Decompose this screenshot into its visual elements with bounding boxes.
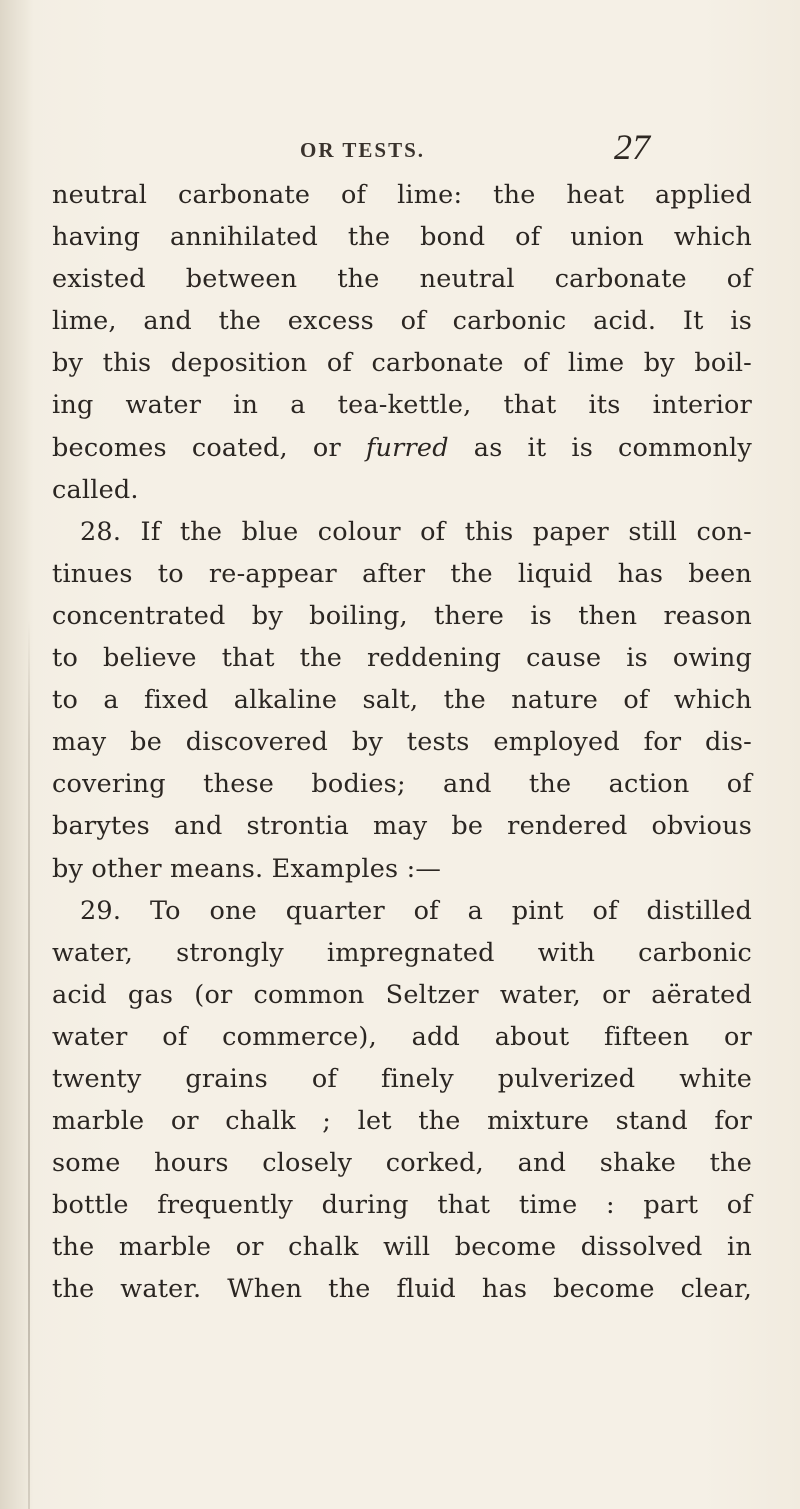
text-line: lime, and the excess of carbonic acid. It is <box>52 306 752 337</box>
running-head: OR TESTS. <box>300 138 425 162</box>
text-line: having annihilated the bond of union which <box>52 222 752 253</box>
text-line: called. <box>52 474 139 505</box>
emphasized-word: furred <box>365 432 449 463</box>
text-run: as it is commonly <box>448 432 752 463</box>
text-line: neutral carbonate of lime: the heat applied <box>52 180 752 210</box>
text-line: twenty grains of finely pulverized white <box>52 1063 752 1094</box>
text-line: the water. When the fluid has become clear, <box>52 1274 752 1305</box>
text-line: by other means. Examples :— <box>52 853 442 884</box>
text-line: by this deposition of carbonate of lime by boil- <box>52 348 752 379</box>
text-line: ing water in a tea-kettle, that its interior <box>52 390 752 421</box>
text-line <box>52 427 752 469</box>
text-line: some hours closely corked, and shake the <box>52 1148 752 1179</box>
text-line: may be discovered by tests employed for dis- <box>52 727 752 758</box>
page-header <box>0 126 800 174</box>
text-line: marble or chalk ; let the mixture stand for <box>52 1106 752 1137</box>
text-line: tinues to re-appear after the liquid has been <box>52 558 752 589</box>
body-text <box>52 174 752 1311</box>
paragraph-28-start: 28. If the blue colour of this paper still con- <box>80 516 752 547</box>
text-line: bottle frequently during that time : part of <box>52 1190 752 1221</box>
paragraph-29-start: 29. To one quarter of a pint of distilled <box>80 895 752 926</box>
text-line: to believe that the reddening cause is owing <box>52 643 752 674</box>
binding-edge-line <box>28 620 30 1509</box>
text-line: water, strongly impregnated with carbonic <box>52 937 752 968</box>
text-line: barytes and strontia may be rendered obvious <box>52 811 752 842</box>
text-line: acid gas (or common Seltzer water, or aërated <box>52 979 752 1010</box>
text-line: the marble or chalk will become dissolved in <box>52 1232 752 1263</box>
text-line: concentrated by boiling, there is then reason <box>52 600 752 631</box>
text-line: water of commerce), add about fifteen or <box>52 1021 752 1052</box>
page-number: 27 <box>614 127 650 167</box>
text-line: covering these bodies; and the action of <box>52 769 752 800</box>
text-run: becomes coated, or <box>52 432 366 463</box>
text-line: existed between the neutral carbonate of <box>52 264 752 295</box>
text-line: to a fixed alkaline salt, the nature of which <box>52 685 752 716</box>
